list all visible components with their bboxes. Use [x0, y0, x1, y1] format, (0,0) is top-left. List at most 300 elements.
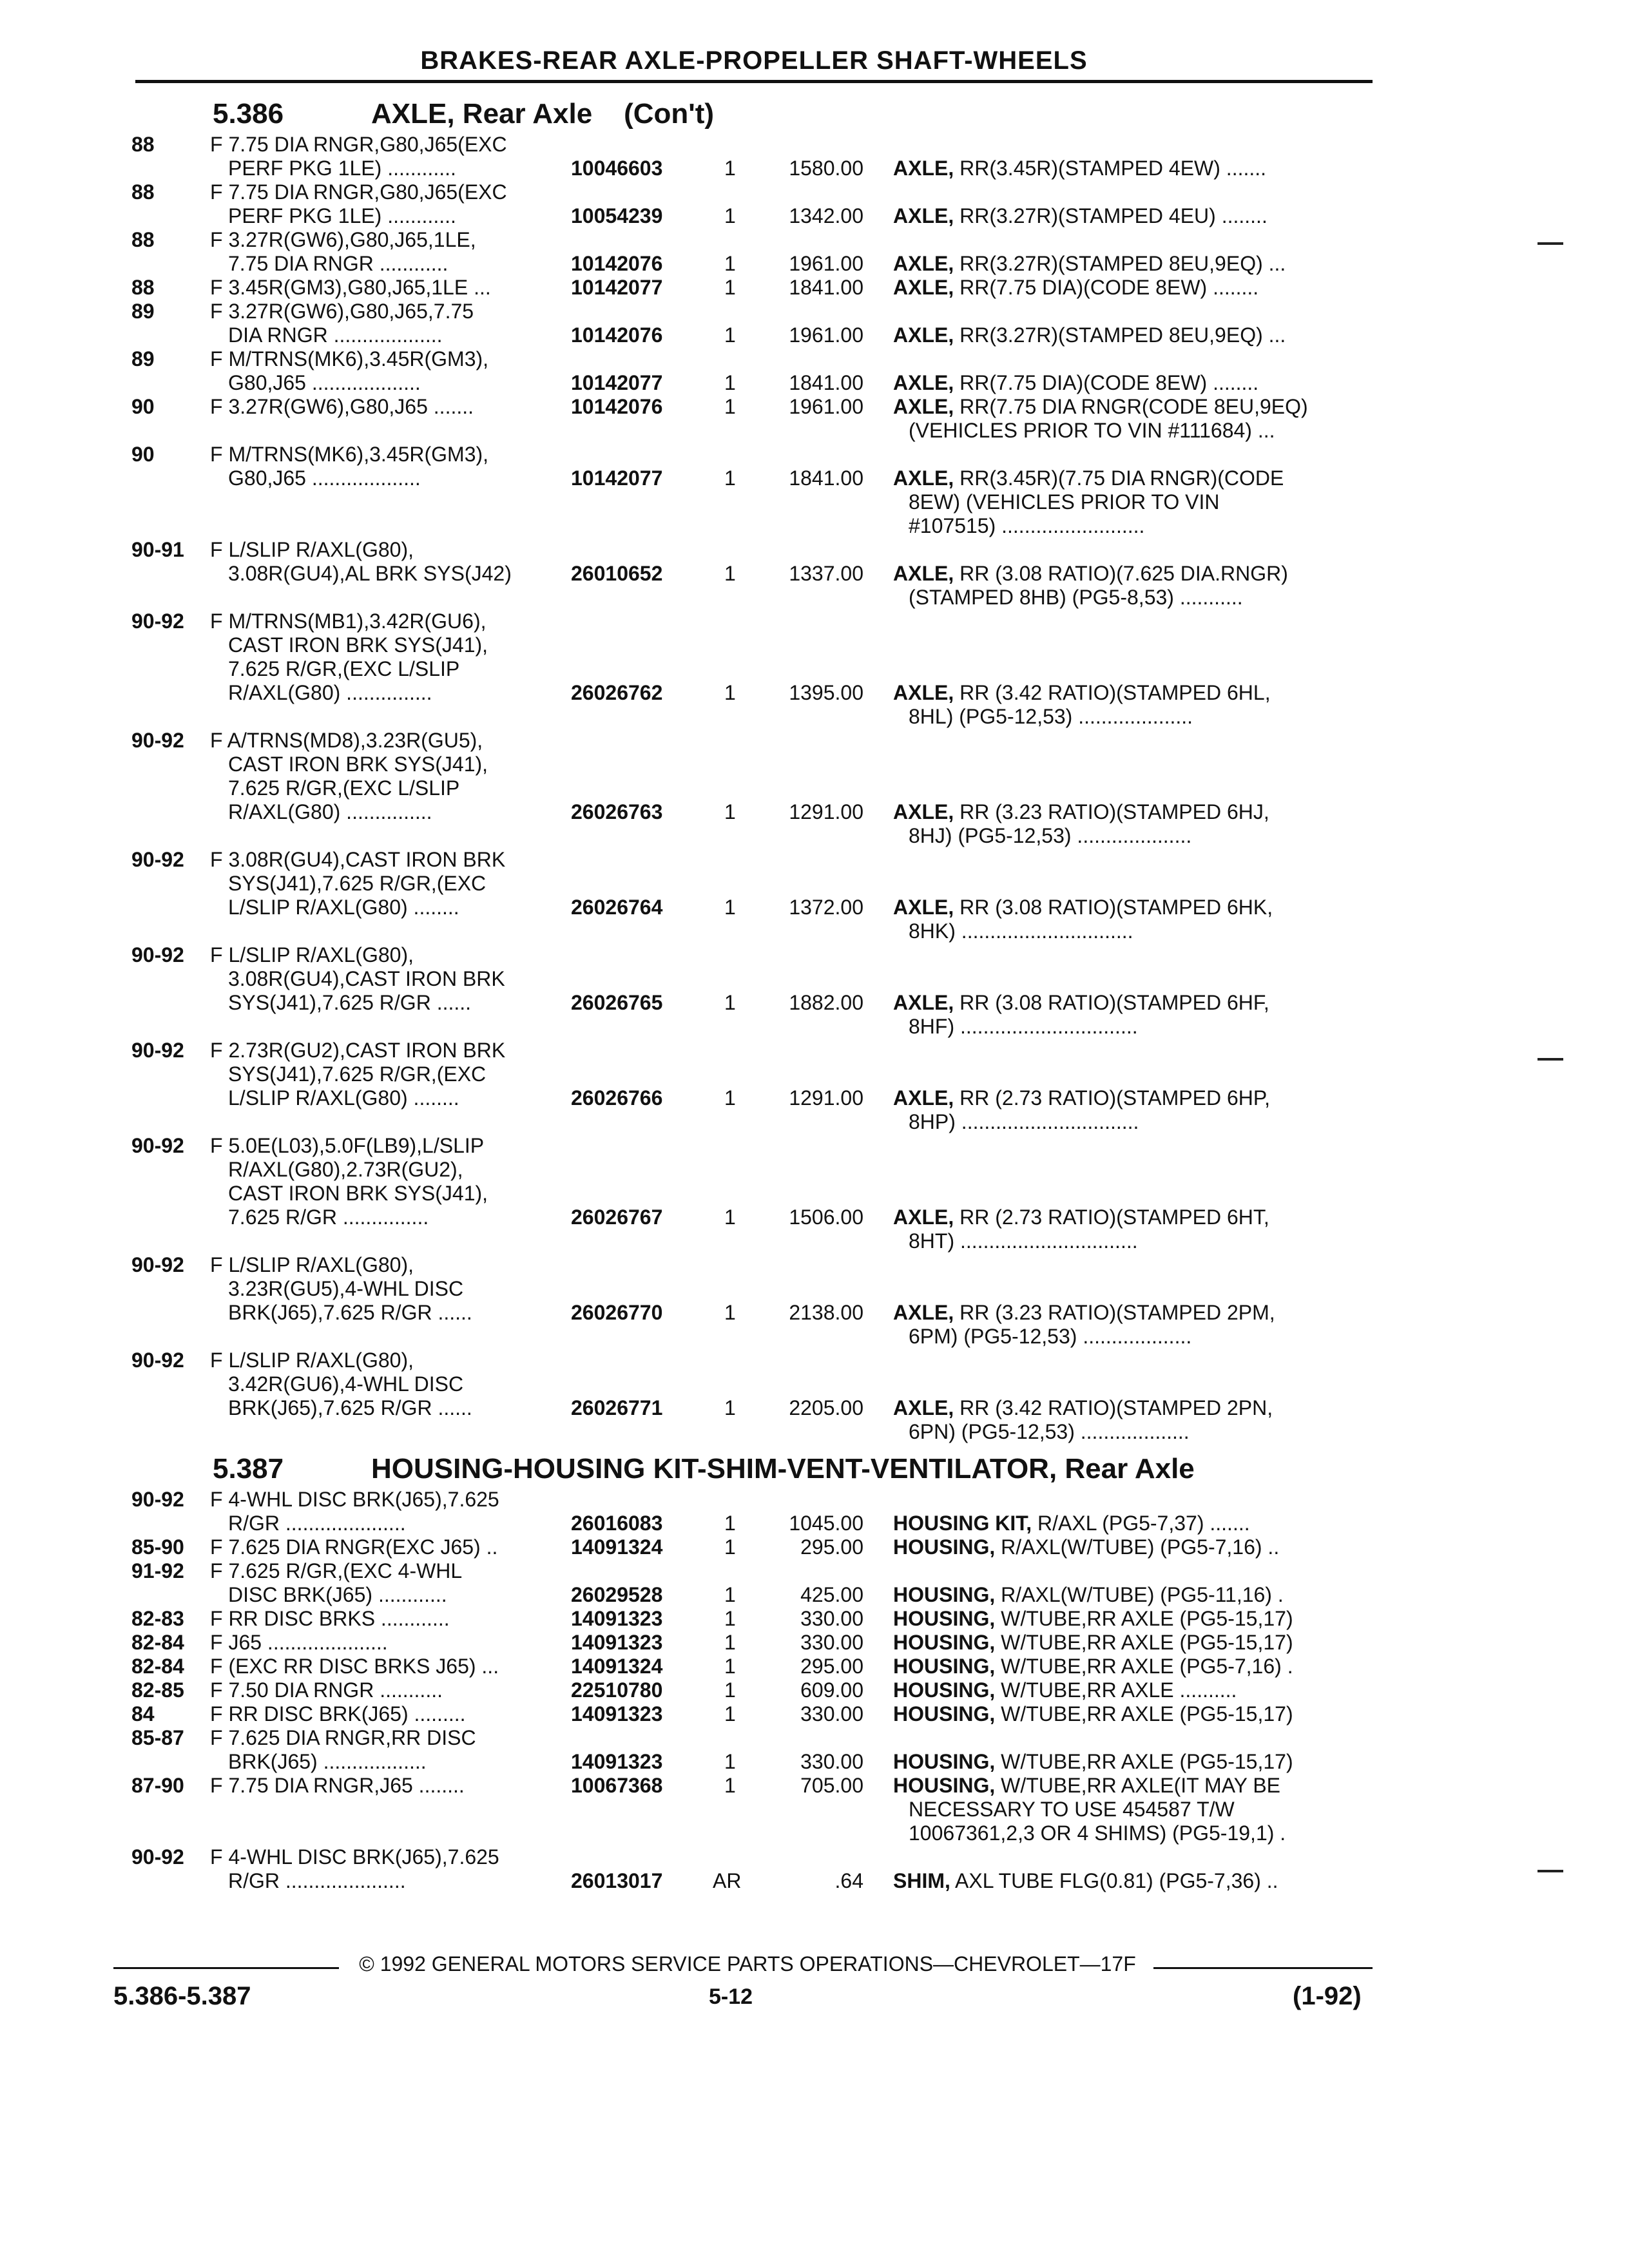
table-row: [0, 800, 1629, 824]
price: 1841.00: [789, 276, 863, 299]
part-number: 26026770: [571, 1301, 663, 1324]
model-year: 90-92: [131, 610, 184, 633]
quantity: 1: [724, 252, 736, 275]
part-name-detail: RR(3.27R)(STAMPED 8EU,9EQ) ...: [959, 323, 1286, 347]
quantity: 1: [724, 1535, 736, 1559]
quantity: 1: [724, 1774, 736, 1797]
model-year: 90-92: [131, 943, 184, 966]
footer-copyright: © 1992 GENERAL MOTORS SERVICE PARTS OPERATIONS—CHEVROLET—17F: [359, 1952, 1136, 1975]
table-row: [0, 1845, 1629, 1869]
quantity: 1: [724, 1583, 736, 1606]
quantity: 1: [724, 562, 736, 585]
price: 330.00: [800, 1702, 863, 1725]
price: 705.00: [800, 1774, 863, 1797]
table-row: [0, 395, 1629, 419]
section-number: 5.387: [213, 1453, 284, 1485]
part-name-keyword: AXLE,: [893, 800, 954, 823]
table-row: [0, 347, 1629, 371]
price: 1395.00: [789, 681, 863, 704]
price: .64: [834, 1869, 863, 1892]
price: 330.00: [800, 1631, 863, 1654]
part-name-detail: W/TUBE,RR AXLE (PG5-15,17): [1001, 1607, 1293, 1630]
part-name: [893, 1631, 1364, 1655]
part-name-keyword: AXLE,: [893, 896, 954, 919]
table-row: [0, 323, 1629, 347]
usage-description: R/AXL(G80) ...............: [228, 800, 432, 823]
quantity: 1: [724, 1607, 736, 1630]
model-year: 90-92: [131, 1134, 184, 1157]
table-row: [0, 633, 1629, 657]
parts-listing: [0, 89, 1629, 1893]
table-row: [0, 776, 1629, 800]
part-name-detail: 8HT) ...............................: [909, 1229, 1138, 1253]
usage-description: F 4-WHL DISC BRK(J65),7.625: [210, 1845, 499, 1869]
usage-description: 7.625 R/GR,(EXC L/SLIP: [228, 776, 460, 800]
part-name: [909, 586, 1364, 610]
part-name-keyword: AXLE,: [893, 1086, 954, 1110]
part-number: 10142076: [571, 323, 663, 347]
usage-description: 7.625 R/GR ...............: [228, 1206, 429, 1229]
table-row: [0, 872, 1629, 896]
part-name: [909, 1420, 1364, 1444]
part-name: [909, 490, 1364, 514]
margin-tick: [1537, 1058, 1563, 1061]
table-row: [0, 681, 1629, 705]
usage-description: R/AXL(G80) ...............: [228, 681, 432, 704]
part-name: [909, 514, 1364, 538]
table-row: [0, 300, 1629, 323]
part-name-keyword: SHIM,: [893, 1869, 950, 1892]
quantity: 1: [724, 371, 736, 394]
table-row: [0, 1206, 1629, 1229]
quantity: 1: [724, 157, 736, 180]
price: 1961.00: [789, 252, 863, 275]
table-row: [0, 157, 1629, 180]
usage-description: F A/TRNS(MD8),3.23R(GU5),: [210, 729, 483, 752]
table-row: [0, 1277, 1629, 1301]
part-name-keyword: AXLE,: [893, 157, 954, 180]
model-year: 90-92: [131, 729, 184, 752]
price: 1841.00: [789, 466, 863, 490]
part-number: 22510780: [571, 1678, 663, 1702]
part-name-keyword: AXLE,: [893, 395, 954, 418]
quantity: 1: [724, 204, 736, 227]
section-title: HOUSING-HOUSING KIT-SHIM-VENT-VENTILATOR, Rear Axle: [371, 1453, 1195, 1485]
part-name: [893, 681, 1364, 705]
part-name-keyword: AXLE,: [893, 252, 954, 275]
model-year: 90: [131, 443, 155, 466]
part-name-detail: RR(7.75 DIA)(CODE 8EW) ........: [959, 276, 1259, 299]
usage-description: F 3.27R(GW6),G80,J65,7.75: [210, 300, 474, 323]
part-name-detail: W/TUBE,RR AXLE (PG5-7,16) .: [1001, 1655, 1293, 1678]
part-number: 14091324: [571, 1535, 663, 1559]
usage-description: DISC BRK(J65) ............: [228, 1583, 447, 1606]
model-year: 90-92: [131, 1253, 184, 1276]
quantity: 1: [724, 1396, 736, 1419]
part-name-keyword: HOUSING,: [893, 1583, 996, 1606]
usage-description: F M/TRNS(MK6),3.45R(GM3),: [210, 347, 489, 370]
table-row: [0, 1559, 1629, 1583]
section-number: 5.386: [213, 98, 284, 130]
usage-description: F L/SLIP R/AXL(G80),: [210, 1349, 414, 1372]
table-row: [0, 824, 1629, 848]
part-name: [893, 1535, 1364, 1559]
usage-description: SYS(J41),7.625 R/GR,(EXC: [228, 872, 487, 895]
part-name: [893, 1301, 1364, 1325]
part-name-keyword: HOUSING,: [893, 1607, 996, 1630]
part-number: 26026766: [571, 1086, 663, 1110]
table-row: [0, 228, 1629, 252]
header-rule: [135, 80, 1373, 83]
part-name: [893, 1655, 1364, 1678]
part-name-detail: W/TUBE,RR AXLE ..........: [1001, 1678, 1237, 1702]
table-row: [0, 896, 1629, 919]
usage-description: 7.75 DIA RNGR ............: [228, 252, 448, 275]
quantity: 1: [724, 991, 736, 1014]
model-year: 90-92: [131, 848, 184, 871]
part-name-detail: NECESSARY TO USE 454587 T/W: [909, 1798, 1235, 1821]
part-name: [909, 705, 1364, 729]
model-year: 90-92: [131, 1845, 184, 1869]
price: 1841.00: [789, 371, 863, 394]
usage-description: CAST IRON BRK SYS(J41),: [228, 753, 488, 776]
table-row: [0, 753, 1629, 776]
part-name-keyword: HOUSING KIT,: [893, 1512, 1032, 1535]
usage-description: SYS(J41),7.625 R/GR,(EXC: [228, 1062, 487, 1086]
table-row: [0, 586, 1629, 610]
model-year: 90-92: [131, 1488, 184, 1511]
usage-description: F 7.625 DIA RNGR,RR DISC: [210, 1726, 476, 1749]
table-row: [0, 610, 1629, 633]
part-number: 26026762: [571, 681, 663, 704]
table-row: [0, 538, 1629, 562]
model-year: 82-85: [131, 1678, 184, 1702]
table-row: [0, 1301, 1629, 1325]
usage-description: F 4-WHL DISC BRK(J65),7.625: [210, 1488, 499, 1511]
part-number: 26013017: [571, 1869, 663, 1892]
part-number: 26029528: [571, 1583, 663, 1606]
table-row: [0, 1349, 1629, 1372]
part-number: 14091323: [571, 1750, 663, 1773]
price: 1337.00: [789, 562, 863, 585]
table-row: [0, 1702, 1629, 1726]
part-number: 10067368: [571, 1774, 663, 1797]
part-name-keyword: AXLE,: [893, 204, 954, 227]
price: 330.00: [800, 1607, 863, 1630]
table-row: [0, 1086, 1629, 1110]
part-name: [893, 1206, 1364, 1229]
part-number: 14091323: [571, 1702, 663, 1725]
table-row: [0, 133, 1629, 157]
model-year: 87-90: [131, 1774, 184, 1797]
table-row: [0, 562, 1629, 586]
table-row: [0, 1372, 1629, 1396]
usage-description: F (EXC RR DISC BRKS J65) ...: [210, 1655, 499, 1678]
part-name-keyword: HOUSING,: [893, 1702, 996, 1725]
model-year: 90-92: [131, 1349, 184, 1372]
price: 1580.00: [789, 157, 863, 180]
part-number: 10142077: [571, 276, 663, 299]
price: 295.00: [800, 1655, 863, 1678]
part-name: [893, 252, 1364, 276]
part-name-detail: R/AXL (PG5-7,37) .......: [1037, 1512, 1250, 1535]
table-row: [0, 729, 1629, 753]
usage-description: L/SLIP R/AXL(G80) ........: [228, 896, 459, 919]
table-row: [0, 1535, 1629, 1559]
part-name: [909, 1798, 1364, 1821]
part-name-detail: RR (3.08 RATIO)(7.625 DIA.RNGR): [959, 562, 1288, 585]
part-number: 26026764: [571, 896, 663, 919]
usage-description: F 7.75 DIA RNGR,G80,J65(EXC: [210, 180, 507, 204]
part-name: [909, 419, 1364, 443]
usage-description: R/AXL(G80),2.73R(GU2),: [228, 1158, 463, 1181]
table-row: [0, 943, 1629, 967]
part-name: [893, 1678, 1364, 1702]
part-name-keyword: AXLE,: [893, 466, 954, 490]
table-row: [0, 1062, 1629, 1086]
model-year: 82-83: [131, 1607, 184, 1630]
part-name: [893, 1774, 1364, 1798]
part-name-detail: 8HF) ...............................: [909, 1015, 1138, 1038]
part-name-detail: RR(7.75 DIA RNGR(CODE 8EU,9EQ): [959, 395, 1308, 418]
part-name: [909, 919, 1364, 943]
price: 1506.00: [789, 1206, 863, 1229]
quantity: 1: [724, 466, 736, 490]
part-name-detail: 6PN) (PG5-12,53) ...................: [909, 1420, 1190, 1443]
table-row: [0, 1631, 1629, 1655]
usage-description: R/GR .....................: [228, 1869, 406, 1892]
part-name-detail: RR(3.45R)(7.75 DIA RNGR)(CODE: [959, 466, 1284, 490]
part-name-detail: W/TUBE,RR AXLE (PG5-15,17): [1001, 1631, 1293, 1654]
quantity: 1: [724, 1631, 736, 1654]
usage-description: 3.08R(GU4),CAST IRON BRK: [228, 967, 505, 990]
table-row: [0, 1039, 1629, 1062]
table-row: [0, 1512, 1629, 1535]
table-row: [0, 1798, 1629, 1821]
table-row: [0, 1110, 1629, 1134]
price: 1372.00: [789, 896, 863, 919]
part-name-detail: R/AXL(W/TUBE) (PG5-7,16) ..: [1001, 1535, 1280, 1559]
table-row: [0, 490, 1629, 514]
usage-description: L/SLIP R/AXL(G80) ........: [228, 1086, 459, 1110]
part-name: [893, 395, 1364, 419]
part-name-keyword: AXLE,: [893, 562, 954, 585]
usage-description: F L/SLIP R/AXL(G80),: [210, 538, 414, 561]
usage-description: 3.08R(GU4),AL BRK SYS(J42): [228, 562, 512, 585]
part-name-detail: (VEHICLES PRIOR TO VIN #111684) ...: [909, 419, 1275, 442]
price: 1961.00: [789, 323, 863, 347]
table-row: [0, 1678, 1629, 1702]
part-name-detail: RR (2.73 RATIO)(STAMPED 6HP,: [959, 1086, 1270, 1110]
usage-description: F 7.75 DIA RNGR,G80,J65(EXC: [210, 133, 507, 156]
part-name: [893, 323, 1364, 347]
table-row: [0, 1182, 1629, 1206]
part-name-keyword: AXLE,: [893, 276, 954, 299]
part-number: 10046603: [571, 157, 663, 180]
part-name-keyword: AXLE,: [893, 1396, 954, 1419]
usage-description: BRK(J65) ..................: [228, 1750, 427, 1773]
part-name: [893, 466, 1364, 490]
usage-description: F RR DISC BRK(J65) .........: [210, 1702, 466, 1725]
usage-description: F 7.75 DIA RNGR,J65 ........: [210, 1774, 465, 1797]
part-number: 10142077: [571, 371, 663, 394]
part-name-keyword: HOUSING,: [893, 1655, 996, 1678]
footer-page-number: 5-12: [709, 1984, 753, 2009]
margin-tick: [1537, 1870, 1563, 1872]
usage-description: F 2.73R(GU2),CAST IRON BRK: [210, 1039, 506, 1062]
quantity: 1: [724, 1206, 736, 1229]
model-year: 90-91: [131, 538, 184, 561]
table-row: [0, 1750, 1629, 1774]
table-row: [0, 1396, 1629, 1420]
table-row: [0, 991, 1629, 1015]
table-row: [0, 1607, 1629, 1631]
table-row: [0, 848, 1629, 872]
part-number: 26026765: [571, 991, 663, 1014]
usage-description: F 3.27R(GW6),G80,J65,1LE,: [210, 228, 476, 251]
price: 425.00: [800, 1583, 863, 1606]
part-name: [909, 1015, 1364, 1039]
usage-description: PERF PKG 1LE) ............: [228, 157, 456, 180]
part-name-keyword: AXLE,: [893, 681, 954, 704]
quantity: 1: [724, 1301, 736, 1324]
section-heading: [0, 1444, 1629, 1488]
table-row: [0, 443, 1629, 466]
usage-description: F L/SLIP R/AXL(G80),: [210, 943, 414, 966]
table-row: [0, 276, 1629, 300]
model-year: 88: [131, 133, 155, 156]
model-year: 84: [131, 1702, 155, 1725]
footer-rule-left: [113, 1967, 339, 1969]
quantity: AR: [713, 1869, 742, 1892]
model-year: 90-92: [131, 1039, 184, 1062]
part-name-detail: RR(3.27R)(STAMPED 8EU,9EQ) ...: [959, 252, 1286, 275]
part-number: 26016083: [571, 1512, 663, 1535]
part-name: [893, 800, 1364, 824]
quantity: 1: [724, 1702, 736, 1725]
part-number: 10142076: [571, 252, 663, 275]
table-row: [0, 1253, 1629, 1277]
model-year: 88: [131, 276, 155, 299]
part-number: 26010652: [571, 562, 663, 585]
table-row: [0, 1821, 1629, 1845]
quantity: 1: [724, 276, 736, 299]
part-name-detail: RR(7.75 DIA)(CODE 8EW) ........: [959, 371, 1259, 394]
part-name-detail: #107515) .........................: [909, 514, 1145, 537]
part-name-keyword: HOUSING,: [893, 1678, 996, 1702]
part-name-detail: RR (3.42 RATIO)(STAMPED 2PN,: [959, 1396, 1273, 1419]
price: 609.00: [800, 1678, 863, 1702]
quantity: 1: [724, 323, 736, 347]
part-name-detail: 8HL) (PG5-12,53) ....................: [909, 705, 1193, 728]
price: 1342.00: [789, 204, 863, 227]
model-year: 88: [131, 180, 155, 204]
usage-description: BRK(J65),7.625 R/GR ......: [228, 1301, 472, 1324]
part-name-detail: RR(3.27R)(STAMPED 4EU) ........: [959, 204, 1268, 227]
part-name-detail: RR (3.42 RATIO)(STAMPED 6HL,: [959, 681, 1271, 704]
table-row: [0, 657, 1629, 681]
part-name-detail: RR (2.73 RATIO)(STAMPED 6HT,: [959, 1206, 1269, 1229]
usage-description: F RR DISC BRKS ............: [210, 1607, 450, 1630]
usage-description: F M/TRNS(MK6),3.45R(GM3),: [210, 443, 489, 466]
price: 1045.00: [789, 1512, 863, 1535]
price: 1291.00: [789, 800, 863, 823]
part-name: [909, 1110, 1364, 1134]
usage-description: 7.625 R/GR,(EXC L/SLIP: [228, 657, 460, 680]
part-name: [893, 896, 1364, 919]
table-row: [0, 705, 1629, 729]
part-name-detail: RR(3.45R)(STAMPED 4EW) .......: [959, 157, 1267, 180]
model-year: 91-92: [131, 1559, 184, 1582]
part-name-detail: 8HK) ..............................: [909, 919, 1133, 943]
part-name-detail: 6PM) (PG5-12,53) ...................: [909, 1325, 1192, 1348]
section-heading: [0, 89, 1629, 133]
table-row: [0, 252, 1629, 276]
part-name-detail: 10067361,2,3 OR 4 SHIMS) (PG5-19,1) .: [909, 1821, 1286, 1845]
part-name-detail: 8EW) (VEHICLES PRIOR TO VIN: [909, 490, 1220, 514]
page-header: BRAKES-REAR AXLE-PROPELLER SHAFT-WHEELS: [420, 46, 1088, 75]
footer-section-range: 5.386-5.387: [113, 1982, 251, 2010]
usage-description: 3.23R(GU5),4-WHL DISC: [228, 1277, 464, 1300]
quantity: 1: [724, 1655, 736, 1678]
table-row: [0, 371, 1629, 395]
part-name: [893, 1583, 1364, 1607]
quantity: 1: [724, 896, 736, 919]
part-name: [893, 371, 1364, 395]
part-number: 10142076: [571, 395, 663, 418]
part-name-detail: RR (3.08 RATIO)(STAMPED 6HK,: [959, 896, 1273, 919]
table-row: [0, 204, 1629, 228]
part-name-keyword: HOUSING,: [893, 1774, 996, 1797]
part-name-keyword: HOUSING,: [893, 1750, 996, 1773]
part-name: [893, 204, 1364, 228]
table-row: [0, 1134, 1629, 1158]
quantity: 1: [724, 1678, 736, 1702]
part-name: [909, 1821, 1364, 1845]
part-name-keyword: AXLE,: [893, 371, 954, 394]
usage-description: G80,J65 ...................: [228, 371, 421, 394]
usage-description: CAST IRON BRK SYS(J41),: [228, 1182, 488, 1205]
part-name-detail: W/TUBE,RR AXLE(IT MAY BE: [1001, 1774, 1280, 1797]
footer-date-code: (1-92): [1293, 1982, 1362, 2010]
part-number: 26026763: [571, 800, 663, 823]
table-row: [0, 1488, 1629, 1512]
part-name-detail: RR (3.23 RATIO)(STAMPED 6HJ,: [959, 800, 1269, 823]
usage-description: 3.42R(GU6),4-WHL DISC: [228, 1372, 464, 1396]
part-name-detail: RR (3.08 RATIO)(STAMPED 6HF,: [959, 991, 1269, 1014]
part-name-keyword: AXLE,: [893, 323, 954, 347]
table-row: [0, 1774, 1629, 1798]
part-name: [909, 1325, 1364, 1349]
part-name: [893, 1869, 1364, 1893]
part-name-detail: R/AXL(W/TUBE) (PG5-11,16) .: [1001, 1583, 1284, 1606]
model-year: 85-87: [131, 1726, 184, 1749]
table-row: [0, 1726, 1629, 1750]
part-name-keyword: AXLE,: [893, 991, 954, 1014]
part-name-detail: W/TUBE,RR AXLE (PG5-15,17): [1001, 1750, 1293, 1773]
table-row: [0, 419, 1629, 443]
price: 1291.00: [789, 1086, 863, 1110]
quantity: 1: [724, 800, 736, 823]
part-name: [909, 1229, 1364, 1253]
model-year: 82-84: [131, 1631, 184, 1654]
usage-description: F J65 .....................: [210, 1631, 388, 1654]
usage-description: DIA RNGR ...................: [228, 323, 443, 347]
part-name: [893, 1607, 1364, 1631]
table-row: [0, 1655, 1629, 1678]
footer-rule-right: [1153, 1967, 1373, 1969]
part-name: [893, 1702, 1364, 1726]
